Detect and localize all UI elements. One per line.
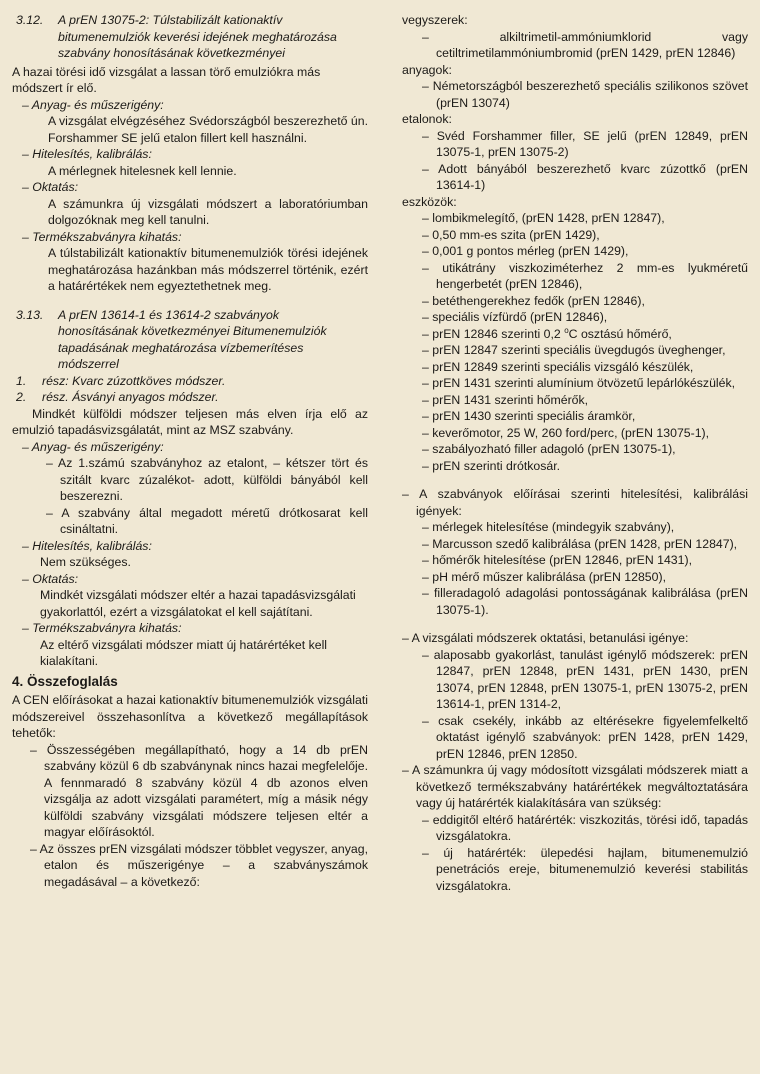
paragraph: Mindkét vizsgálati módszer eltér a hazai tapadásvizsgálati gyakorlattól, ezért a vizsgálatokat el kell sajátítani.	[40, 588, 356, 619]
category-label: – Hitelesítés, kalibrálás:	[22, 147, 152, 161]
list-item: – prEN 1430 szerinti speciális áramkör,	[422, 409, 636, 423]
list-item: – prEN 12849 szerinti speciális vizsgáló készülék,	[422, 359, 694, 374]
paragraph: A mérlegnek hitelesnek kell lennie.	[48, 163, 237, 178]
category-label: – Oktatás:	[22, 571, 79, 586]
list-item: – prEN 1431 szerinti alumínium ötvözetű lepárlókészülék,	[422, 376, 736, 390]
bullet-item: – A szabványok előírásai szerinti hitelesítési, kalibrálási igények:	[402, 487, 748, 518]
list-item: – lombikmelegítő, (prEN 1428, prEN 12847),	[422, 211, 665, 225]
bullet-item: – Az 1.számú szabványhoz az etalont, – kétszer tört és szitált kvarc zúzalékot- adott, külföldi bányából kell beszerezni.	[46, 456, 368, 503]
paragraph: A számunkra új vizsgálati módszert a laboratóriumban dolgozóknak meg kell tanulni.	[48, 196, 368, 227]
list-label: eszközök:	[402, 194, 457, 209]
paragraph: Mindkét külföldi módszer teljesen más elven írja elő az emulzió tapadásvizsgálatát, mint az MSZ szabvány.	[12, 406, 368, 437]
list-item: – 0,001 g pontos mérleg (prEN 1429),	[422, 244, 629, 258]
left-column	[12, 12, 368, 890]
list-label: vegyszerek:	[402, 13, 468, 27]
category-label: – Termékszabványra kihatás:	[22, 621, 182, 635]
list-item: – pH mérő műszer kalibrálása (prEN 12850),	[422, 569, 666, 584]
list-item: – szabályozható filler adagoló (prEN 13075-1),	[422, 442, 676, 456]
category-label: – Anyag- és műszerigény:	[22, 97, 164, 112]
paragraph: Az eltérő vizsgálati módszer miatt új határértéket kell kialakítani.	[40, 637, 328, 668]
section-heading: A prEN 13075-2: Túlstabilizált kationaktív bitumenemulziók keverési idejének meghatározása szabvány honosításának következményei	[58, 13, 337, 60]
list-item: – prEN szerinti drótkosár.	[422, 458, 561, 473]
list-item: – alaposabb gyakorlást, tanulást igénylő módszerek: prEN 12847, prEN 12848, prEN 1431, prEN 1430, prEN 13074, prEN 12848, prEN 13075-1, prEN 13075-2, prEN 13614-1, prEN 1314-2,	[422, 647, 748, 711]
list-item: – Svéd Forshammer filler, SE jelű (prEN 12849, prEN 13075-1, prEN 13075-2)	[422, 128, 748, 159]
paragraph: A túlstabilizált kationaktív bitumenemulziók törési idejének meghatározása hazánkban más módszerrel történik, ezért a határértékek nem egyeztethetnek meg.	[48, 246, 368, 293]
list-item: – Adott bányából beszerezhető kvarc zúzottkő (prEN 13614-1)	[422, 161, 748, 192]
list-item: – keverőmotor, 25 W, 260 ford/perc, (prEN 13075-1),	[422, 425, 710, 440]
list-item: – 0,50 mm-es szita (prEN 1429),	[422, 227, 600, 242]
bullet-item: – A szabvány által megadott méretű drótkosarat kell csináltatni.	[46, 505, 368, 536]
list-item: – filleradagoló adagolási pontosságának kalibrálása (prEN 13075-1).	[422, 586, 748, 617]
list-item: – utikátrány viszkoziméterhez 2 mm-es lyukméretű hengerbetét (prEN 12846),	[422, 260, 748, 291]
list-item: – Marcusson szedő kalibrálása (prEN 1428, prEN 12847),	[422, 536, 738, 551]
section-number: 3.13.	[16, 307, 44, 322]
list-item: – mérlegek hitelesítése (mindegyik szabvány),	[422, 520, 675, 534]
paragraph: A CEN előírásokat a hazai kationaktív bitumenemulziók vizsgálati módszereivel összehasonlítva a következő megállapítások tehetők:	[12, 693, 368, 740]
bullet-item: – A vizsgálati módszerek oktatási, betanulási igénye:	[402, 631, 689, 645]
list-item: – új határérték: ülepedési hajlam, bitumenemulzió penetrációs ereje, bitumenemulzió keverési stabilitás vizsgálatokra.	[422, 845, 748, 893]
list-item: – csak csekély, inkább az eltérésekre figyelemfelkeltő oktatást igénylő szabványok: prEN 1428, prEN 1429, prEN 12846, prEN 12850.	[422, 713, 748, 761]
section-heading: A prEN 13614-1 és 13614-2 szabványok honosításának következményei Bitumenemulziók tapadásának meghatározása vízbemerítéses módszerrel	[58, 307, 327, 371]
list-item: – hőmérők hitelesítése (prEN 12846, prEN 1431),	[422, 553, 692, 567]
right-column	[402, 12, 748, 894]
list-item: – Németországból beszerezhető speciális szilikonos szövet (prEN 13074)	[422, 79, 748, 110]
section-4-heading: 4. Összefoglalás	[12, 673, 118, 689]
category-label: – Termékszabványra kihatás:	[22, 229, 182, 244]
list-item: – betéthengerekhez fedők (prEN 12846),	[422, 293, 645, 308]
category-label: – Anyag- és műszerigény:	[22, 439, 164, 454]
bullet-item: – Az összes prEN vizsgálati módszer többlet vegyszer, anyag, etalon és műszerigénye – a szabványszámok megadásával – a következő:	[30, 841, 368, 889]
paragraph: A vizsgálat elvégzéséhez Svédországból beszerezhető ún. Forshammer SE jelű etalon fillert kell használni.	[48, 114, 368, 145]
list-item: – eddigitől eltérő határérték: viszkozitás, törési idő, tapadás vizsgálatokra.	[422, 812, 748, 843]
numbered-item: 2. rész. Ásványi anyagos módszer.	[16, 390, 219, 404]
bullet-item: – A számunkra új vagy módosított vizsgálati módszerek miatt a következő termékszabvány határértékek megváltoztatására vagy új határérték kialakítására van szükség:	[402, 763, 748, 810]
section-3-13-title	[12, 307, 368, 373]
section-number: 3.12.	[16, 13, 44, 27]
category-label: – Hitelesítés, kalibrálás:	[22, 538, 152, 553]
section-3-12-title	[12, 12, 368, 62]
list-item: – prEN 12846 szerinti 0,2 $^o$C osztású hőmérő,	[422, 325, 672, 341]
list-item: – prEN 1431 szerinti hőmérők,	[422, 392, 589, 407]
list-item: – prEN 12847 szerinti speciális üvegdugós üveghenger,	[422, 343, 726, 357]
category-label: – Oktatás:	[22, 180, 79, 194]
paragraph: Nem szükséges.	[40, 555, 131, 569]
numbered-item: 1. rész: Kvarc zúzottköves módszer.	[16, 373, 226, 388]
bullet-item: – Összességében megállapítható, hogy a 14 db prEN szabvány közül 6 db szabványnak nincs hazai megfelelője. A fennmaradó 8 szabvány közül 4 db azonos elven vizsgálja az adott vizsgálati paramétert, míg a másik négy külföldi szabvány vizsgálati módszere teljesen eltér a magyar előírásoktól.	[30, 742, 368, 839]
list-label: etalonok:	[402, 112, 452, 126]
paragraph: A hazai törési idő vizsgálat a lassan törő emulziókra más módszert ír elő.	[12, 64, 321, 95]
list-item: – alkiltrimetil-ammóniumklorid vagy cetiltrimetilammóniumbromid (prEN 1429, prEN 12846)	[422, 29, 748, 60]
list-item: – speciális vízfürdő (prEN 12846),	[422, 310, 608, 324]
list-label: anyagok:	[402, 62, 452, 77]
